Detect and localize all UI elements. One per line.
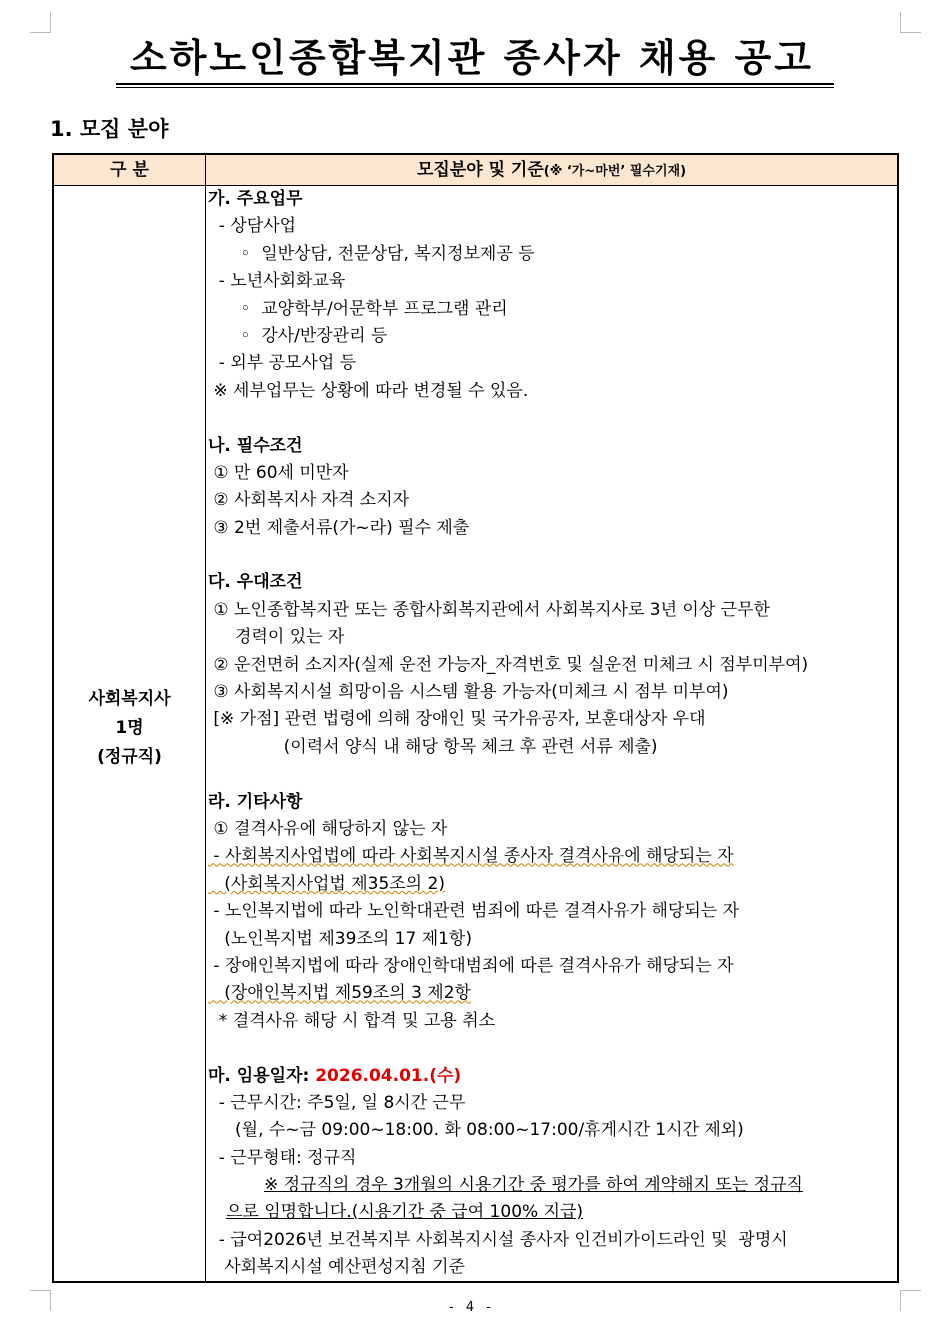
title-underline	[116, 83, 834, 85]
section-heading: 1. 모집 분야	[50, 117, 169, 141]
preference-line: [※ 가점] 관련 법령에 의해 장애인 및 국가유공자, 보훈대상자 우대	[208, 709, 706, 730]
pay-line: 사회복지시설 예산편성지침 기준	[208, 1257, 465, 1278]
other-line: ① 결격사유에 해당하지 않는 자	[208, 818, 448, 839]
probation-note-2: 으로 임명합니다.(시용기간 중 급여 100% 지급)	[226, 1202, 584, 1223]
preference-line: ① 노인종합복지관 또는 종합사회복지관에서 사회복지사로 3년 이상 근무한	[208, 599, 770, 620]
preference-line: 경력이 있는 자	[208, 627, 345, 648]
probation-note	[208, 1172, 898, 1199]
other-line: - 노인복지법에 따라 노인학대관련 범죄에 따른 결격사유가 해당되는 자	[208, 901, 740, 922]
duty-line: - 외부 공모사업 등	[208, 353, 357, 374]
page-number: - 4 -	[449, 1300, 495, 1315]
work-line: (월, 수~금 09:00~18:00. 화 08:00~17:00/휴게시간 1시간 제외)	[208, 1120, 744, 1141]
position-type: (정규직)	[97, 747, 162, 767]
crop-mark-top-right	[900, 12, 921, 33]
duty-line: - 상담사업	[208, 216, 297, 237]
main-duties-heading: 가. 주요업무	[208, 189, 303, 209]
duty-line: ◦ 강사/반장관리 등	[208, 325, 388, 346]
duty-line: ◦ 교양학부/어문학부 프로그램 관리	[208, 298, 508, 319]
preference-line: ② 운전면허 소지자(실제 운전 가능자_자격번호 및 실운전 미체크 시 점부미부여)	[208, 654, 809, 675]
start-date-label: 마. 임용일자:	[208, 1065, 316, 1086]
header-category: 구 분	[54, 155, 206, 185]
crop-mark-top-left	[30, 12, 51, 33]
position-title: 사회복지사	[88, 689, 171, 709]
recruitment-table	[52, 153, 899, 1283]
preferences-heading: 다. 우대조건	[208, 572, 303, 593]
title-underline-thin	[116, 87, 834, 88]
other-line: - 사회복지사업법에 따라 사회복지시설 종사자 결격사유에 해당되는 자	[208, 846, 734, 867]
start-date-heading	[208, 1063, 898, 1090]
position-count: 1명	[115, 718, 144, 738]
page-title: 소하노인종합복지관 종사자 채용 공고	[129, 36, 815, 80]
preference-line: ③ 사회복지시설 희망이음 시스템 활용 가능자(미체크 시 점부 미부여)	[208, 682, 729, 703]
other-line: * 결격사유 해당 시 합격 및 고용 취소	[208, 1010, 496, 1031]
preference-line: (이력서 양식 내 해당 항목 체크 후 관련 서류 제출)	[208, 736, 658, 757]
requirements-heading: 나. 필수조건	[208, 435, 303, 456]
duty-line: ◦ 일반상담, 전문상담, 복지정보제공 등	[208, 243, 535, 264]
requirement-line: ① 만 60세 미만자	[208, 462, 349, 483]
header-field-note: (※ ‘가~마번’ 필수기재)	[543, 164, 687, 179]
work-line: - 근무시간: 주5일, 일 8시간 근무	[208, 1092, 466, 1113]
other-line: (사회복지사업법 제35조의 2)	[208, 873, 445, 894]
probation-note-1: ※ 정규직의 경우 3개월의 시용기간 중 평가를 하여 계약해지 또는 정규직	[264, 1175, 803, 1196]
other-line: - 장애인복지법에 따라 장애인학대범죄에 따른 결격사유가 해당되는 자	[208, 955, 734, 976]
duty-line: - 노년사회화교육	[208, 271, 346, 292]
probation-note-cont	[208, 1199, 898, 1226]
header-field-main: 모집분야 및 기준	[416, 160, 544, 180]
duty-note: ※ 세부업무는 상황에 따라 변경될 수 있음.	[208, 380, 529, 401]
work-line: - 근무형태: 정규직	[208, 1147, 357, 1168]
criteria-cell	[208, 186, 898, 1282]
other-heading: 라. 기타사항	[208, 791, 303, 812]
other-line: (장애인복지법 제59조의 3 제2항	[208, 983, 471, 1004]
start-date-value: 2026.04.01.(수)	[315, 1065, 462, 1086]
pay-line: - 급여2026년 보건복지부 사회복지시설 종사자 인건비가이드라인 및 광명시	[208, 1229, 788, 1250]
table-header-row	[54, 155, 897, 186]
position-cell	[54, 685, 205, 772]
requirement-line: ③ 2번 제출서류(가~라) 필수 제출	[208, 517, 470, 538]
other-line: (노인복지법 제39조의 17 제1항)	[208, 928, 472, 949]
header-field	[206, 155, 897, 185]
column-divider	[205, 185, 206, 1281]
requirement-line: ② 사회복지사 자격 소지자	[208, 490, 410, 511]
